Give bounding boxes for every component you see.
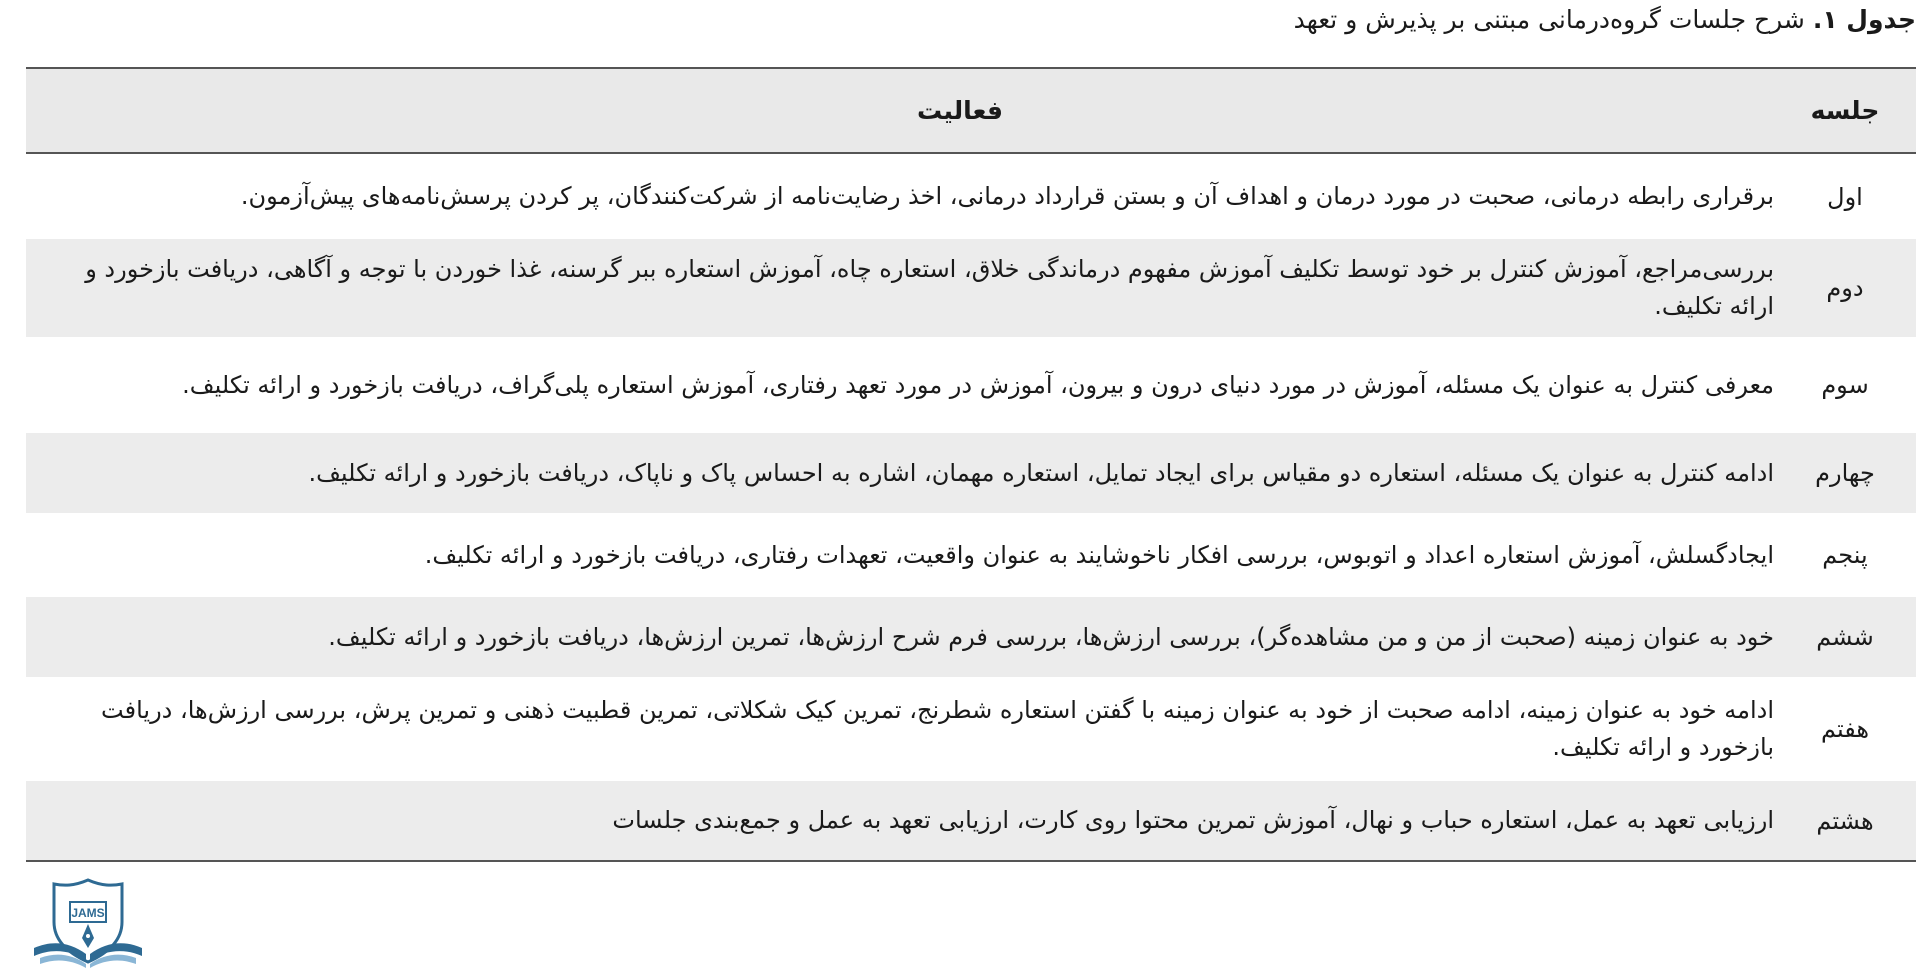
session-cell: پنجم: [1822, 541, 1868, 569]
activity-cell: برقراری رابطه درمانی، صحبت در مورد درمان و اهداف آن و بستن قرارداد درمانی، اخذ رضایت‌نامه از شرکت‌کنندگان، پر کردن پرسش‌نامه‌های پیش‌آزمون.: [240, 182, 1774, 210]
activity-cell: ایجادگسلش، آموزش استعاره اعداد و اتوبوس، بررسی افکار ناخوشایند به عنوان واقعیت، تعهدات رفتاری، دریافت بازخورد و ارائه تکلیف.: [424, 540, 1774, 569]
activity-cell: خود به عنوان زمینه (صحبت از من و من مشاهده‌گر)، بررسی ارزش‌ها، بررسی فرم شرح ارزش‌ها، تمرین ارزش‌ها، دریافت بازخورد و ارائه تکلیف.: [328, 622, 1774, 651]
table-row: [26, 337, 1916, 433]
table-row: [26, 513, 1916, 597]
table-row: [26, 597, 1916, 677]
activity-cell: ادامه کنترل به عنوان یک مسئله، استعاره دو مقیاس برای ایجاد تمایل، استعاره مهمان، اشاره به احساس پاک و ناپاک، دریافت بازخورد و ارائه تکلیف.: [308, 458, 1774, 487]
table-row: [26, 239, 1916, 337]
activity-cell: بررسی‌مراجع، آموزش کنترل بر خود توسط تکلیف آموزش مفهوم درماندگی خلاق، استعاره چاه، آموزش استعاره ببر گرسنه، غذا خوردن با توجه و آگاهی، دریافت بازخورد و ارائه تکلیف.: [85, 255, 1774, 320]
activity-cell: معرفی کنترل به عنوان یک مسئله، آموزش در مورد دنیای درون و بیرون، آموزش در مورد تعهد رفتاری، آموزش استعاره پلی‌گراف، دریافت بازخورد و ارائه تکلیف.: [182, 370, 1774, 399]
table-row: [26, 781, 1916, 861]
pen-nib-hole: [86, 934, 90, 938]
caption-text: شرح جلسات گروه‌درمانی مبتنی بر پذیرش و تعهد: [1293, 5, 1805, 34]
logo-acronym: JAMS: [71, 906, 105, 920]
session-cell: دوم: [1826, 274, 1864, 302]
session-cell: ششم: [1816, 623, 1874, 651]
sessions-table: [26, 67, 1916, 862]
table-row: [26, 153, 1916, 239]
sessions-table-container: [26, 67, 1916, 862]
table-header-row: [26, 68, 1916, 153]
session-cell: سوم: [1821, 371, 1869, 399]
header-session: جلسه: [1810, 96, 1880, 125]
activity-cell: ارزیابی تعهد به عمل، استعاره حباب و نهال، آموزش تمرین محتوا روی کارت، ارزیابی تعهد به عمل و جمع‌بندی جلسات: [612, 806, 1774, 834]
jams-logo: [26, 876, 150, 972]
table-row: [26, 677, 1916, 781]
caption-label: جدول ۱.: [1812, 5, 1916, 34]
table-row: [26, 433, 1916, 513]
session-cell: چهارم: [1815, 459, 1875, 487]
activity-cell: ادامه خود به عنوان زمینه، ادامه صحبت از خود به عنوان زمینه با گفتن استعاره شطرنج، تمرین کیک شکلاتی، تمرین قطبیت ذهنی و تمرین پرش، بررسی ارزش‌ها، دریافت بازخورد و ارائه تکلیف.: [101, 696, 1774, 761]
table-caption: [1294, 2, 1916, 38]
session-cell: هشتم: [1816, 806, 1874, 835]
header-activity: فعالیت: [917, 96, 1003, 125]
session-cell: هفتم: [1820, 715, 1869, 743]
session-cell: اول: [1827, 182, 1863, 211]
